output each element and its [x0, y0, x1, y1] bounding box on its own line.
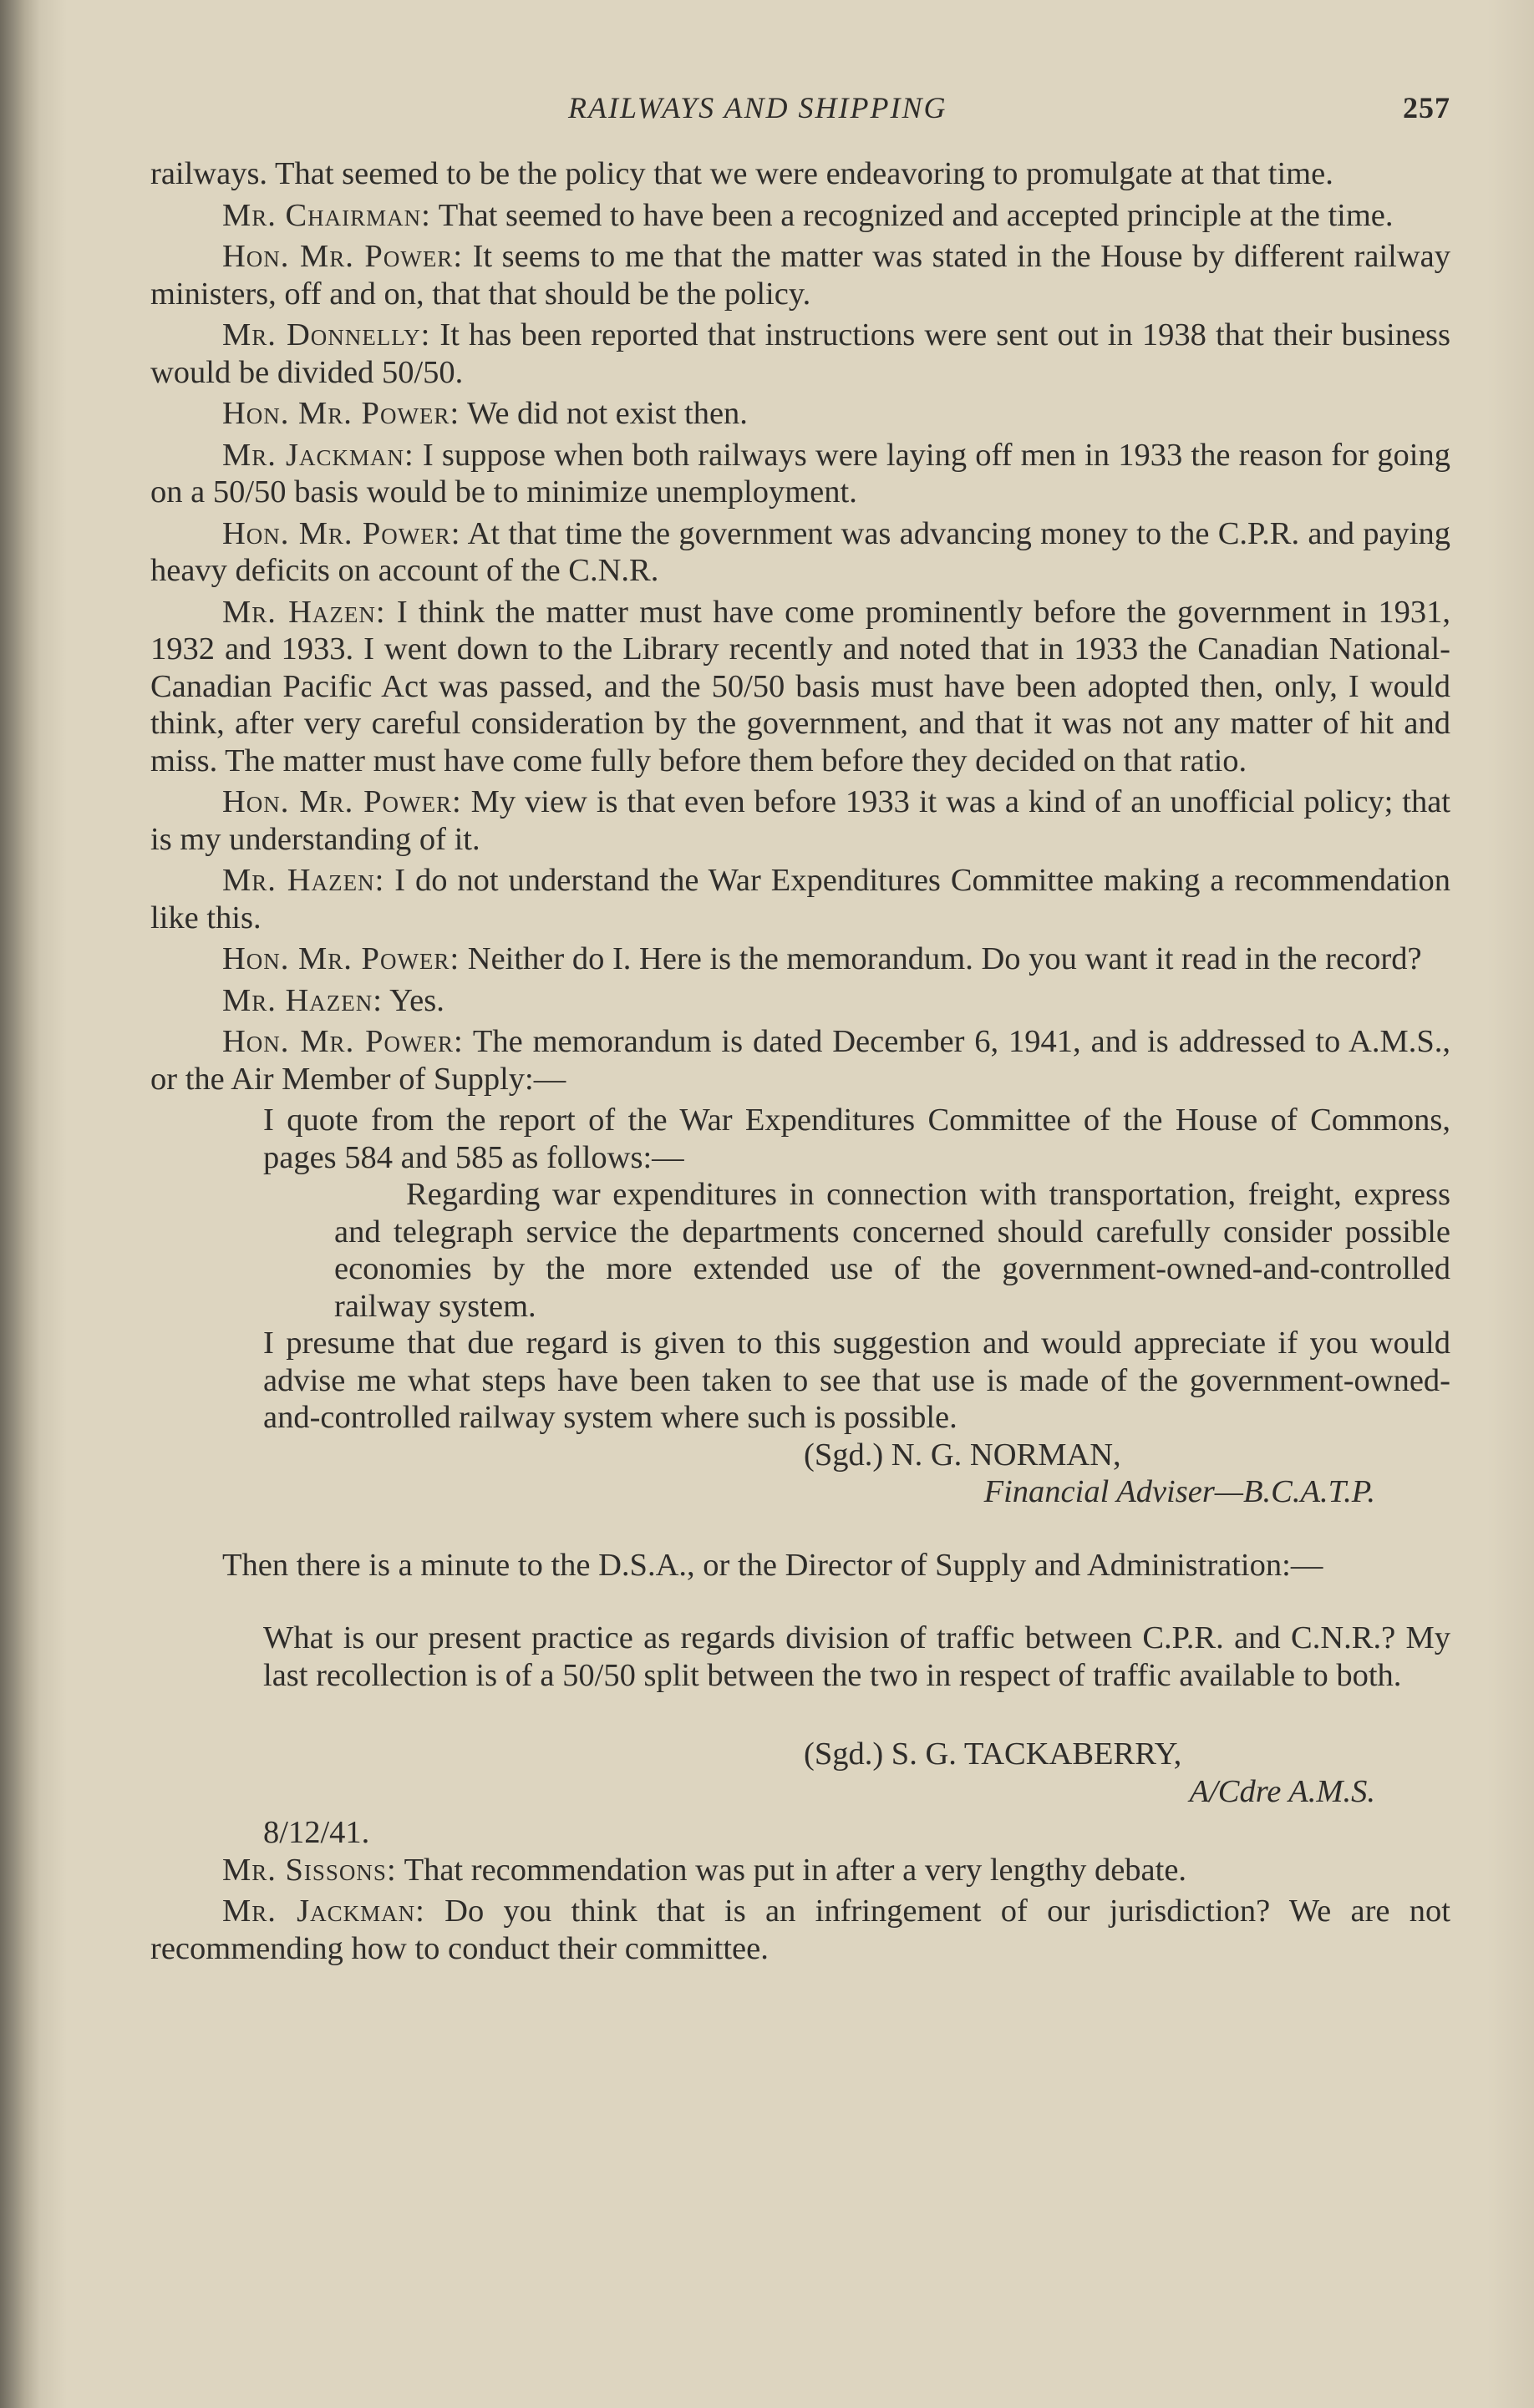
paragraph-power-1: Hon. Mr. Power: It seems to me that the matter was stated in the House by different railway ministers, off and on, that that should be the policy. [150, 239, 1450, 312]
speaker-name: Mr. Donnelly: [222, 317, 431, 352]
minute-signature-name: (Sgd.) S. G. TACKABERRY, [804, 1736, 1182, 1772]
page-header [150, 90, 1450, 132]
speaker-name: Mr. Hazen: [222, 594, 386, 630]
paragraph-donnelly: Mr. Donnelly: It has been reported that instructions were sent out in 1938 that their business would be divided 50/50. [150, 317, 1451, 390]
memo-intro: I quote from the report of the War Expenditures Committee of the House of Commons, pages 584 and 585 as follows:— [263, 1103, 1450, 1175]
memo-nested-quote: Regarding war expenditures in connection with transportation, freight, express and telegraph service the departments concerned should carefully consider possible economies by the more extended use of the government-owned-and-controlled railway system. [334, 1177, 1450, 1324]
spacer [150, 1588, 1450, 1620]
paragraph-jackman-1: Mr. Jackman: I suppose when both railways were laying off men in 1933 the reason for going on a 50/50 basis would be to minimize unemployment. [150, 437, 1450, 509]
paragraph-minute-intro: Then there is a minute to the D.S.A., or the Director of Supply and Administration:— [222, 1547, 1323, 1583]
memo-body: I presume that due regard is given to this suggestion and would appreciate if you would advise me what steps have been taken to see that use is made of the government-owned-and-controlled railway system where such is possible. [263, 1326, 1450, 1435]
paragraph-power-2: Hon. Mr. Power: We did not exist then. [222, 396, 748, 431]
memo-signature-name: (Sgd.) N. G. NORMAN, [804, 1437, 1121, 1473]
paragraph-power-4: Hon. Mr. Power: My view is that even before 1933 it was a kind of an unofficial policy; that is my understanding of it. [150, 784, 1450, 857]
paragraph-power-6: Hon. Mr. Power: The memorandum is dated December 6, 1941, and is addressed to A.M.S., or the Air Member of Supply:— [150, 1024, 1451, 1097]
paragraph-power-3: Hon. Mr. Power: At that time the government was advancing money to the C.P.R. and paying heavy deficits on account of the C.N.R. [150, 515, 1451, 588]
speaker-name: Mr. Jackman: [222, 437, 414, 473]
speaker-name: Hon. Mr. Power: [222, 941, 460, 976]
minute-date: 8/12/41. [263, 1815, 370, 1850]
paragraph-hazen-2: Mr. Hazen: I do not understand the War Expenditures Committee making a recommendation like this. [150, 863, 1450, 935]
paragraph-power-5: Hon. Mr. Power: Neither do I. Here is the memorandum. Do you want it read in the record? [222, 941, 1422, 976]
spacer [150, 1515, 1450, 1547]
speaker-name: Mr. Hazen: [222, 982, 383, 1018]
speaker-name: Hon. Mr. Power: [222, 515, 461, 551]
paragraph-hazen-1: Mr. Hazen: I think the matter must have come prominently before the government in 1931, 1932 and 1933. I went down to the Library recently and noted that in 1933 the Canadian National-Canadian Pacific Act was passed, and the 50/50 basis must have been adopted then, only, I would think, after very careful consideration by the government, and that it was not any matter of hit and miss. The matter must have come fully before them before they decided on that ratio. [150, 594, 1450, 778]
speaker-name: Mr. Chairman: [222, 197, 431, 233]
page-number: 257 [1403, 91, 1450, 124]
running-head: RAILWAYS AND SHIPPING [568, 91, 947, 124]
speaker-name: Mr. Hazen: [222, 863, 385, 898]
speaker-name: Mr. Jackman: [222, 1893, 425, 1929]
speaker-name: Hon. Mr. Power: [222, 784, 462, 819]
speaker-name: Hon. Mr. Power: [222, 239, 464, 274]
paragraph-chairman: Mr. Chairman: That seemed to have been a recognized and accepted principle at the time. [222, 197, 1394, 233]
speaker-name: Hon. Mr. Power: [222, 1024, 464, 1059]
speaker-name: Mr. Sissons: [222, 1852, 397, 1888]
speaker-name: Hon. Mr. Power: [222, 396, 460, 431]
paragraph-continuation: railways. That seemed to be the policy that we were endeavoring to promulgate at that time. [150, 156, 1333, 191]
paragraph-sissons: Mr. Sissons: That recommendation was put in after a very lengthy debate. [222, 1852, 1187, 1888]
minute-signature-title: A/Cdre A.M.S. [1189, 1773, 1375, 1809]
minute-body: What is our present practice as regards division of traffic between C.P.R. and C.N.R.? My last recollection is of a 50/50 split between the two in respect of traffic available to both. [263, 1620, 1450, 1693]
page-body [150, 155, 1450, 1971]
memo-signature-title: Financial Adviser—B.C.A.T.P. [983, 1474, 1375, 1509]
spacer [150, 1694, 1450, 1736]
paragraph-hazen-3: Mr. Hazen: Yes. [222, 982, 444, 1018]
paragraph-jackman-2: Mr. Jackman: Do you think that is an infringement of our jurisdiction? We are not recommending how to conduct their committee. [150, 1893, 1450, 1966]
